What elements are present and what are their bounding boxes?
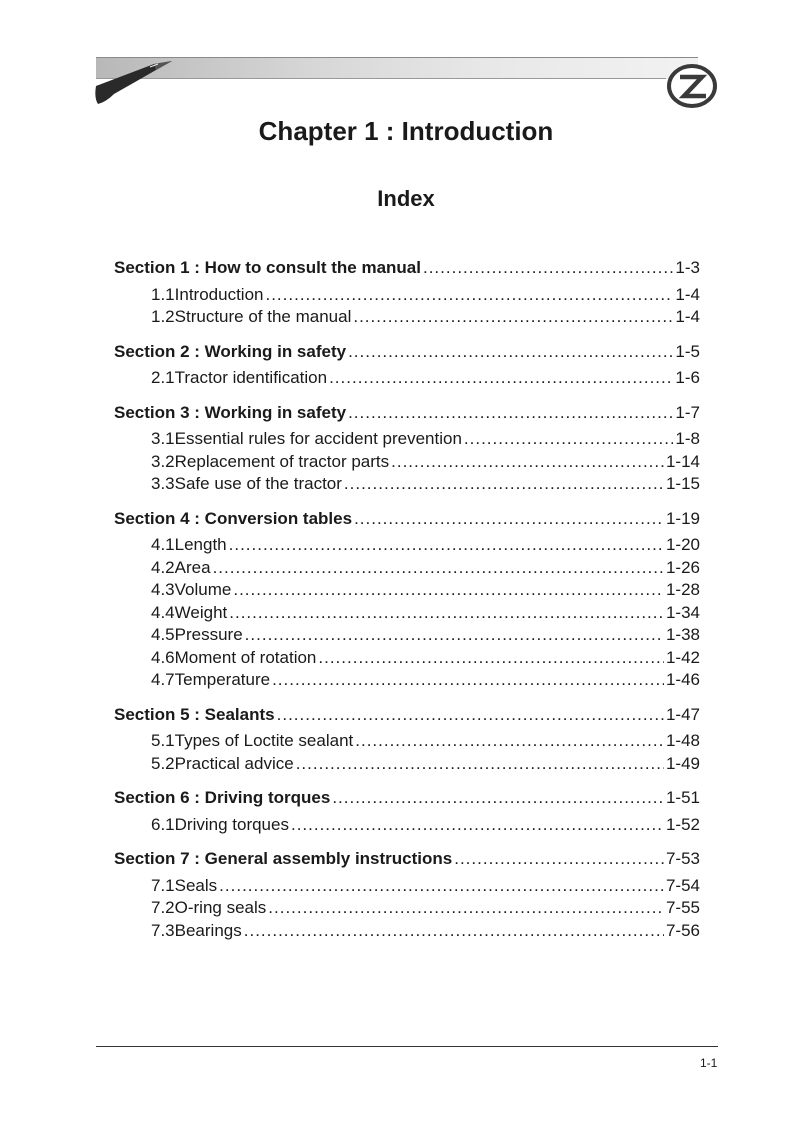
toc-item-number: 4.1 (151, 535, 175, 554)
toc-dot-leader (268, 897, 664, 920)
toc-item-title: Replacement of tractor parts (174, 451, 390, 471)
toc-page-number: 1-49 (665, 753, 700, 773)
brand-logo-icon (666, 63, 718, 109)
toc-section-label: Section 5 : Sealants (114, 704, 275, 724)
toc-item[interactable] (114, 428, 700, 451)
toc-item-title: Practical advice (174, 753, 294, 773)
toc-item[interactable] (114, 753, 700, 776)
pen-icon (92, 58, 178, 108)
toc-item[interactable] (114, 875, 700, 898)
toc-page-number: 1-19 (665, 508, 700, 528)
toc-dot-leader (277, 704, 664, 727)
toc-item-number: 3.2 (151, 451, 175, 471)
toc-dot-leader (296, 753, 664, 776)
toc-item-number: 7.3 (151, 920, 175, 940)
toc-section-label: Section 3 : Working in safety (114, 402, 347, 422)
toc-dot-leader (244, 920, 664, 943)
toc-page-number: 1-7 (675, 402, 700, 422)
toc-item-number: 1.2 (151, 307, 175, 326)
toc-page-number: 1-42 (665, 647, 700, 667)
toc-item-title: Tractor identification (174, 368, 328, 387)
toc-dot-leader (391, 451, 664, 474)
toc-page-number: 1-20 (665, 535, 700, 554)
toc-item[interactable] (114, 579, 700, 602)
toc-dot-leader (332, 787, 664, 810)
toc-page-number: 7-53 (665, 849, 700, 868)
toc-dot-leader (348, 402, 673, 425)
toc-section-entry[interactable] (114, 848, 700, 871)
toc-item[interactable] (114, 557, 700, 580)
toc-dot-leader (355, 730, 664, 753)
toc-item-number: 4.7 (151, 670, 175, 689)
toc-item-title: Bearings (174, 920, 242, 940)
toc-dot-leader (265, 284, 673, 307)
toc-item-title: Volume (174, 580, 232, 599)
toc-section (114, 257, 700, 329)
toc-item-title: Length (174, 535, 227, 554)
toc-page-number: 1-52 (665, 814, 700, 834)
toc-page-number: 1-14 (665, 451, 700, 471)
toc-section-label: Section 1 : How to consult the manual (114, 258, 421, 277)
toc-page-number: 1-26 (665, 557, 700, 577)
toc-dot-leader (229, 602, 664, 625)
toc-dot-leader (423, 257, 673, 280)
toc-section-entry[interactable] (114, 341, 700, 364)
toc-dot-leader (272, 669, 664, 692)
toc-page-number: 1-8 (675, 429, 700, 448)
header-band (96, 57, 698, 79)
toc-item-number: 2.1 (151, 368, 175, 387)
toc-item[interactable] (114, 814, 700, 837)
toc-page-number: 7-54 (665, 875, 700, 895)
toc-section (114, 402, 700, 496)
toc-page-number: 1-48 (665, 731, 700, 750)
index-title: Index (377, 186, 435, 211)
toc-item-number: 3.3 (151, 474, 175, 493)
toc-item-title: Types of Loctite sealant (174, 731, 354, 750)
toc-page-number: 1-3 (675, 258, 700, 277)
toc-item-number: 7.2 (151, 898, 175, 917)
toc-dot-leader (233, 579, 664, 602)
toc-item[interactable] (114, 602, 700, 625)
toc-section (114, 787, 700, 836)
toc-dot-leader (354, 508, 664, 531)
toc-section (114, 704, 700, 776)
toc-dot-leader (245, 624, 664, 647)
toc-dot-leader (318, 647, 664, 670)
toc-item-number: 4.3 (151, 580, 175, 599)
toc-item-title: Structure of the manual (174, 307, 352, 326)
toc-section-entry[interactable] (114, 508, 700, 531)
toc-dot-leader (353, 306, 673, 329)
toc-item-number: 4.2 (151, 557, 175, 577)
toc-item-number: 1.1 (151, 284, 175, 304)
toc-item[interactable] (114, 534, 700, 557)
toc-dot-leader (348, 341, 673, 364)
toc-item-title: Essential rules for accident prevention (174, 429, 462, 448)
toc-dot-leader (344, 473, 664, 496)
toc-item-title: Area (174, 557, 211, 577)
toc-section (114, 508, 700, 692)
toc-item[interactable] (114, 669, 700, 692)
toc-page-number: 1-47 (665, 704, 700, 724)
toc-item-title: Safe use of the tractor (174, 474, 342, 493)
toc-item-number: 6.1 (151, 814, 175, 834)
toc-section (114, 341, 700, 390)
toc-item-number: 4.4 (151, 602, 175, 622)
toc-item[interactable] (114, 306, 700, 329)
toc-item[interactable] (114, 897, 700, 920)
toc-dot-leader (219, 875, 664, 898)
toc-dot-leader (229, 534, 664, 557)
toc-page-number: 1-28 (665, 580, 700, 599)
toc-item[interactable] (114, 730, 700, 753)
chapter-title: Chapter 1 : Introduction (258, 116, 554, 146)
toc-dot-leader (329, 367, 673, 390)
toc-section-label: Section 4 : Conversion tables (114, 508, 353, 528)
toc-dot-leader (454, 848, 664, 871)
toc-page-number: 7-55 (665, 898, 700, 917)
toc-page-number: 1-46 (665, 670, 700, 689)
toc-item[interactable] (114, 451, 700, 474)
toc-section-label: Section 7 : General assembly instructions (114, 849, 453, 868)
toc-page-number: 7-56 (665, 920, 700, 940)
toc-dot-leader (291, 814, 664, 837)
toc-item[interactable] (114, 920, 700, 943)
toc-item-title: Seals (174, 875, 218, 895)
toc-section-entry[interactable] (114, 704, 700, 727)
toc-item-title: Driving torques (174, 814, 289, 834)
toc-section-entry[interactable] (114, 787, 700, 810)
toc-page-number: 1-51 (665, 788, 700, 807)
toc-item-title: Pressure (174, 625, 243, 644)
toc-item-number: 4.6 (151, 647, 175, 667)
toc-item[interactable] (114, 624, 700, 647)
toc-item-number: 3.1 (151, 429, 175, 448)
toc-section-entry[interactable] (114, 257, 700, 280)
toc-item-title: Temperature (174, 670, 271, 689)
footer-rule (96, 1046, 718, 1047)
toc-item[interactable] (114, 473, 700, 496)
toc-item[interactable] (114, 367, 700, 390)
toc-dot-leader (213, 557, 664, 580)
table-of-contents (114, 257, 700, 954)
toc-page-number: 1-15 (665, 474, 700, 493)
toc-item-number: 5.1 (151, 731, 175, 750)
toc-item[interactable] (114, 647, 700, 670)
toc-page-number: 1-4 (675, 307, 700, 326)
toc-section-label: Section 2 : Working in safety (114, 341, 347, 361)
toc-section-entry[interactable] (114, 402, 700, 425)
toc-item-title: Moment of rotation (174, 647, 317, 667)
page-number: 1-1 (700, 1056, 718, 1070)
toc-section (114, 848, 700, 942)
toc-item-title: Introduction (174, 284, 264, 304)
toc-dot-leader (464, 428, 674, 451)
toc-item-title: O-ring seals (174, 898, 267, 917)
toc-section-label: Section 6 : Driving torques (114, 788, 331, 807)
toc-page-number: 1-34 (665, 602, 700, 622)
toc-page-number: 1-5 (675, 341, 700, 361)
toc-page-number: 1-4 (675, 284, 700, 304)
header-rule (96, 78, 666, 79)
toc-item-number: 4.5 (151, 625, 175, 644)
toc-item-number: 5.2 (151, 753, 175, 773)
toc-page-number: 1-6 (675, 368, 700, 387)
toc-item[interactable] (114, 284, 700, 307)
toc-item-title: Weight (174, 602, 228, 622)
toc-item-number: 7.1 (151, 875, 175, 895)
toc-page-number: 1-38 (665, 625, 700, 644)
